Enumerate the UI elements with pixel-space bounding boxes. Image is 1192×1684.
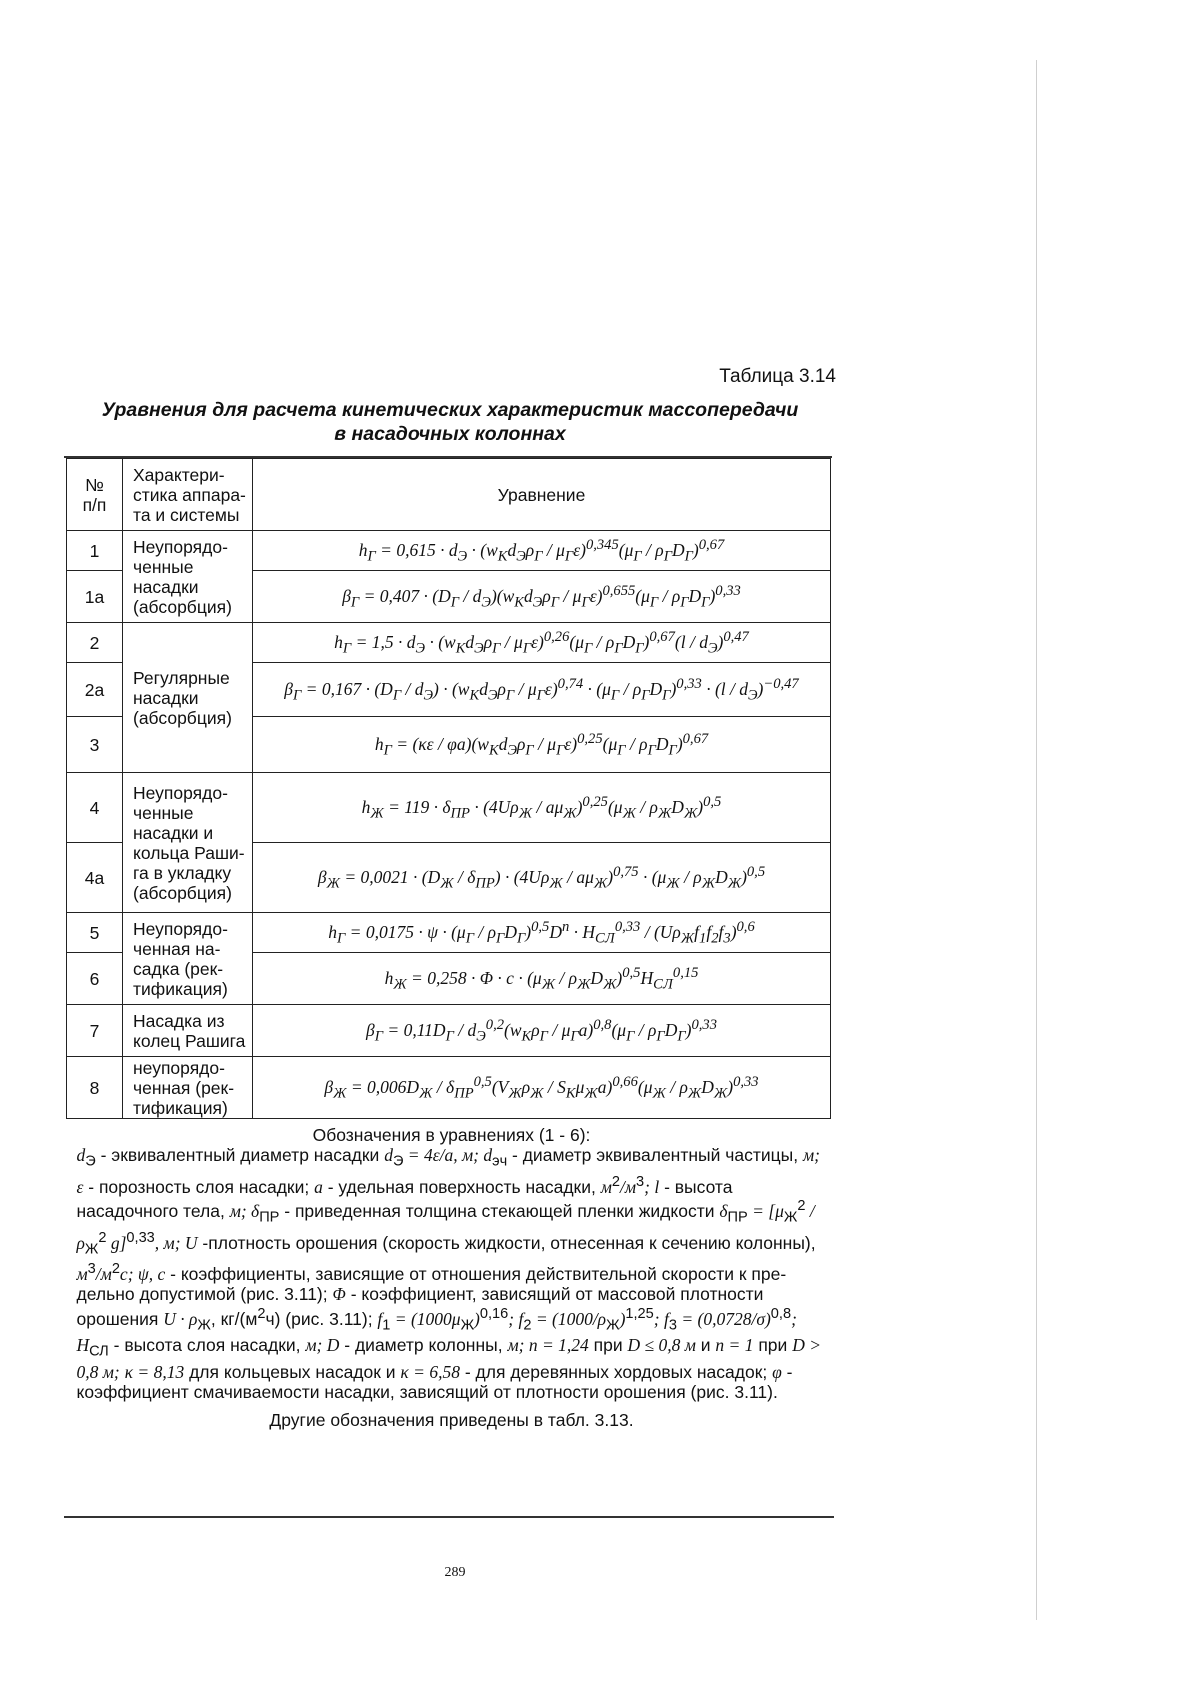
row-number: 6 [67, 953, 123, 1005]
equation-cell: $\beta_Ж = 0,0021 \cdot (D_Ж / \delta_{ПР}) \cdot (4U\rho_Ж / a\mu_Ж)^{0,75} \cdot (\mu_Ж / \rho_ЖD_Ж)^{0,5}$ [253, 843, 831, 913]
page-number: 289 [444, 1565, 466, 1580]
table-title-line: в насадочных колоннах [334, 423, 566, 445]
group-cell: Неупорядо- ченные насадки и кольца Раши- га в укладку (абсорбция) [123, 773, 253, 913]
row-number: 3 [67, 717, 123, 773]
table-title [70, 398, 830, 446]
equation-cell: $h_Г = (\kappa\varepsilon / \varphi a)(w_Kd_Э\rho_Г / \mu_Г\varepsilon)^{0,25}(\mu_Г / \rho_ГD_Г)^{0,67}$ [253, 717, 831, 773]
table-row [67, 1057, 831, 1119]
notes-row [67, 1119, 831, 1430]
equation-cell: $h_Г = 1,5 \cdot d_Э \cdot (w_Kd_Э\rho_Г / \mu_Г\varepsilon)^{0,26}(\mu_Г / \rho_ГD_Г)^{0,67}(l / d_Э)^{0,47}$ [253, 623, 831, 663]
notes-body: $d_Э$ - эквивалентный диаметр насадки $d_Э = 4\varepsilon/a$, м; $d_{эч}$ - диаметр эквивалентный частицы, м; ε - порозность слоя насадки; a - удельная поверхность насадки, $м^2/м^3$; l - высота насадочного тела, м; $\delta_{ПР}$ - приведенная толщина стекающей пленки жидкости $\delta_{ПР} = [\mu_Ж^2 / \rho_Ж^2$ g]$^{0,33}$, м; U -плотность орошения (скорость жидкости, отнесенная к сечению колонны), $м^3/м^2с$; ψ, c - коэффициенты, зависящие от отношения действительной скорости к пре- дельно допустимой (рис. 3.11); Φ - коэффициент, зависящий от массовой плотности орошения $U \cdot \rho_Ж$, $кг/(м^2ч)$ (рис. 3.11); $f_1 = (1000\mu_Ж)^{0,16}$; $f_2 = (1000/\rho_Ж)^{1,25}$; $f_3 = (0,0728/\sigma)^{0,8}$; $H_{СЛ}$ - высота слоя насадки, м; D - диаметр колонны, м; n = 1,24 при D ≤ 0,8 м и n = 1 при D > 0,8 м; κ = 8,13 для кольцевых насадок и κ = 6,58 - для деревянных хордовых насадок; φ - коэффициент смачиваемости насадки, зависящий от плотности орошения (рис. 3.11). [76, 1145, 822, 1402]
table-title-line: Уравнения для расчета кинетических характеристик массопередачи [101, 399, 799, 421]
table-row [67, 623, 831, 663]
equation-cell: $\beta_Г = 0,407 \cdot (D_Г / d_Э)(w_Kd_Э\rho_Г / \mu_Г\varepsilon)^{0,655}(\mu_Г / \rho_ГD_Г)^{0,33}$ [253, 571, 831, 623]
row-number: 8 [67, 1057, 123, 1119]
notes-cell [67, 1119, 831, 1430]
row-number: 1 [67, 531, 123, 571]
table-row [67, 531, 831, 571]
row-number: 2 [67, 623, 123, 663]
table-row [67, 913, 831, 953]
row-number: 5 [67, 913, 123, 953]
equation-cell: $\beta_Г = 0,167 \cdot (D_Г / d_Э) \cdot (w_Kd_Э\rho_Г / \mu_Г\varepsilon)^{0,74} \cdot (\mu_Г / \rho_ГD_Г)^{0,33} \cdot (l / d_Э)^{-0,47}$ [253, 663, 831, 717]
table-label: Таблица 3.14 [719, 366, 836, 387]
header-characteristic: Характери- стика аппара- та и системы [123, 459, 253, 531]
equation-cell: $\beta_Г = 0,11D_Г / d_Э^{0,2}(w_K\rho_Г / \mu_Гa)^{0,8}(\mu_Г / \rho_ГD_Г)^{0,33}$ [253, 1005, 831, 1057]
equations-table [66, 458, 831, 1430]
equation-cell: $h_Ж = 0,258 \cdot \Phi \cdot c \cdot (\mu_Ж / \rho_ЖD_Ж)^{0,5}H_{СЛ}^{0,15}$ [253, 953, 831, 1005]
bottom-rule [64, 1516, 834, 1518]
row-number: 4 [67, 773, 123, 843]
equation-cell: $h_Г = 0,0175 \cdot \psi \cdot (\mu_Г / \rho_ГD_Г)^{0,5}D^n \cdot H_{СЛ}^{0,33} / (U\rho_Жf_1f_2f_3)^{0,6}$ [253, 913, 831, 953]
table-row [67, 1005, 831, 1057]
notes-footer: Другие обозначения приведены в табл. 3.13. [269, 1409, 634, 1430]
equation-cell: $\beta_Ж = 0,006D_Ж / \delta_{ПР}^{0,5}(V_Ж\rho_Ж / S_K\mu_Жa)^{0,66}(\mu_Ж / \rho_ЖD_Ж)^{0,33}$ [253, 1057, 831, 1119]
row-number: 7 [67, 1005, 123, 1057]
table-row [67, 773, 831, 843]
row-number: 1a [67, 571, 123, 623]
header-equation: Уравнение [253, 459, 831, 531]
group-cell: Насадка из колец Рашига [123, 1005, 253, 1057]
group-cell: неупорядо- ченная (рек- тификация) [123, 1057, 253, 1119]
group-cell: Неупорядо- ченные насадки (абсорбция) [123, 531, 253, 623]
notes-title: Обозначения в уравнениях (1 - 6): [312, 1125, 591, 1145]
row-number: 4a [67, 843, 123, 913]
group-cell: Регулярные насадки (абсорбция) [123, 623, 253, 773]
equation-cell: $h_Г = 0,615 \cdot d_Э \cdot (w_Kd_Э\rho_Г / \mu_Г\varepsilon)^{0,345}(\mu_Г / \rho_ГD_Г)^{0,67}$ [253, 531, 831, 571]
table-header-row [67, 459, 831, 531]
row-number: 2a [67, 663, 123, 717]
equation-cell: $h_Ж = 119 \cdot \delta_{ПР} \cdot (4U\rho_Ж / a\mu_Ж)^{0,25}(\mu_Ж / \rho_ЖD_Ж)^{0,5}$ [253, 773, 831, 843]
scan-edge-line [1036, 60, 1037, 1620]
group-cell: Неупорядо- ченная на- садка (рек- тификация) [123, 913, 253, 1005]
header-num: № п/п [67, 459, 123, 531]
